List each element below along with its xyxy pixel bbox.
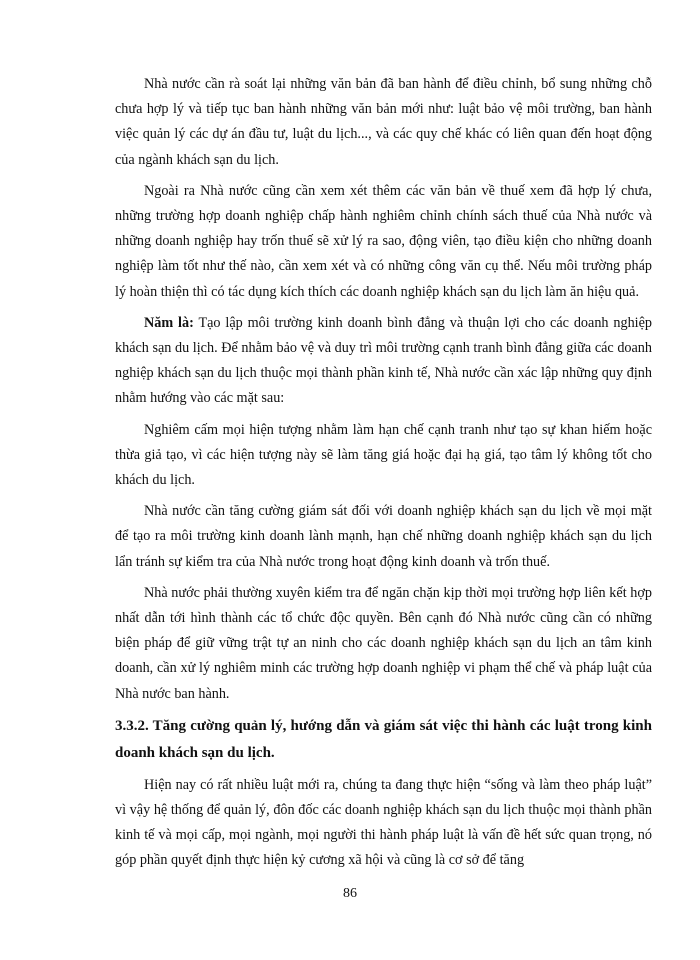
- paragraph-text: Nhà nước cần tăng cường giám sát đối với doanh nghiệp khách sạn du lịch về mọi mặt để tạo ra môi trường kinh doanh lành mạnh, hạn chế những doanh nghiệp khách sạn du lịch lẩn tránh sự kiểm tra của Nhà nước trong hoạt động kinh doanh và trốn thuế.: [115, 503, 652, 570]
- page-number: 86: [343, 886, 357, 901]
- paragraph-text: Hiện nay có rất nhiều luật mới ra, chúng ta đang thực hiện “sống và làm theo pháp luật” vì vậy hệ thống để quản lý, đôn đốc các doanh nghiệp khách sạn du lịch thuộc mọi thành phần kinh tế và mọi cấp, mọi ngành, mọi người thi hành pháp luật là vấn đề hết sức quan trọng, nó góp phần quyết định thực hiện kỷ cương xã hội và cũng là cơ sở để tăng: [115, 776, 652, 869]
- section-heading: 3.3.2. Tăng cường quản lý, hướng dẫn và giám sát việc thi hành các luật trong kinh doanh khách sạn du lịch.: [115, 717, 652, 761]
- page-content: [115, 72, 652, 880]
- paragraph-1: [115, 72, 652, 173]
- paragraph-text: Nhà nước phải thường xuyên kiểm tra để ngăn chặn kịp thời mọi trường hợp liên kết hợp nhất dẫn tới hình thành các tổ chức độc quyền. Bên cạnh đó Nhà nước cũng cần có những biện pháp để giữ vững trật tự an ninh cho các doanh nghiệp khách sạn du lịch an tâm kinh doanh, cần xử lý nghiêm minh các trường hợp doanh nghiệp vi phạm thể chế và pháp luật của Nhà nước ban hành.: [115, 584, 652, 702]
- paragraph-text: Ngoài ra Nhà nước cũng cần xem xét thêm các văn bản về thuế xem đã hợp lý chưa, những trường hợp doanh nghiệp chấp hành nghiêm chỉnh chính sách thuế của Nhà nước và những doanh nghiệp hay trốn thuế sẽ xử lý ra sao, động viên, tạo điều kiện cho những doanh nghiệp làm tốt như thế nào, cần xem xét và có những công văn cụ thể. Nếu môi trường pháp lý hoàn thiện thì có tác dụng kích thích các doanh nghiệp khách sạn du lịch làm ăn hiệu quả.: [115, 182, 652, 300]
- paragraph-6: [115, 581, 652, 707]
- paragraph-2: [115, 179, 652, 305]
- paragraph-text: Nhà nước cần rà soát lại những văn bản đã ban hành để điều chỉnh, bổ sung những chỗ chưa hợp lý và tiếp tục ban hành những văn bản mới như: luật bảo vệ môi trường, ban hành việc quản lý các dự án đầu tư, luật du lịch..., và các quy chế khác có liên quan đến hoạt động của ngành khách sạn du lịch.: [115, 76, 652, 168]
- paragraph-3: [115, 311, 652, 412]
- paragraph-lead: Năm là:: [144, 314, 194, 331]
- paragraph-text: Nghiêm cấm mọi hiện tượng nhằm làm hạn chế cạnh tranh như tạo sự khan hiếm hoặc thừa giả tạo, vì các hiện tượng này sẽ làm tăng giá hoặc đại hạ giá, tạo tâm lý không tốt cho khách du lịch.: [115, 421, 652, 489]
- closing-paragraph: [115, 773, 652, 874]
- paragraph-4: [115, 418, 652, 494]
- paragraph-5: [115, 499, 652, 575]
- paragraph-text: Tạo lập môi trường kinh doanh bình đẳng và thuận lợi cho các doanh nghiệp khách sạn du lịch. Để nhằm bảo vệ và duy trì môi trường cạnh tranh bình đẳng giữa các doanh nghiệp khách sạn du lịch thuộc mọi thành phần kinh tế, Nhà nước cần xác lập những quy định nhằm hướng vào các mặt sau:: [115, 314, 653, 407]
